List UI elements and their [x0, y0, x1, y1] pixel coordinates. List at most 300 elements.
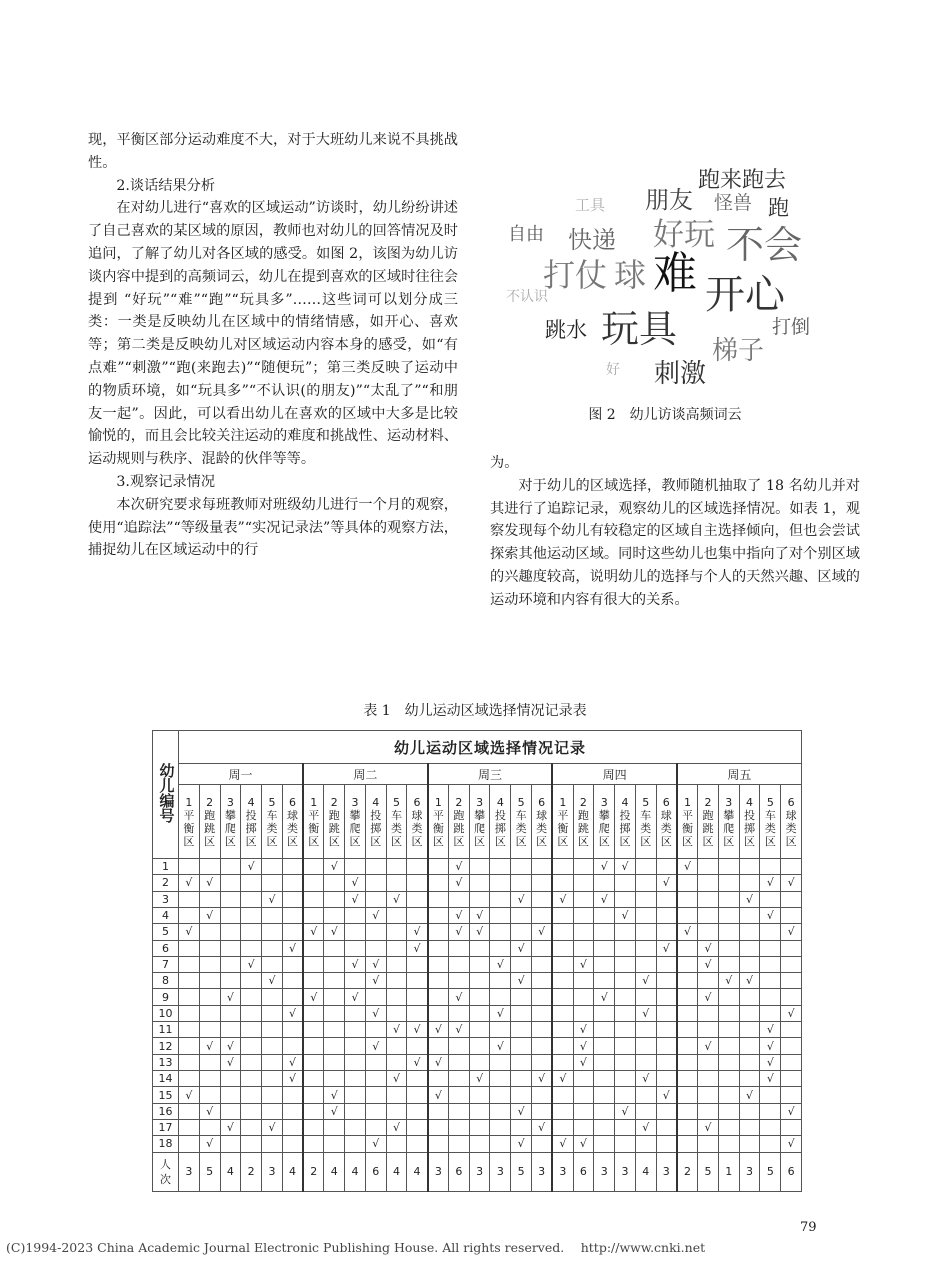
mark-cell [698, 907, 719, 923]
total-value: 4 [386, 1152, 407, 1191]
mark-cell [781, 1087, 802, 1103]
mark-cell [448, 1038, 469, 1054]
mark-cell [656, 973, 677, 989]
mark-cell [324, 1054, 345, 1070]
mark-cell [179, 1119, 200, 1135]
mark-cell [615, 875, 636, 891]
mark-cell [303, 1136, 324, 1152]
mark-cell [552, 1119, 573, 1135]
mark-cell [552, 940, 573, 956]
mark-cell [262, 956, 283, 972]
mark-cell [760, 1087, 781, 1103]
total-value: 6 [781, 1152, 802, 1191]
total-value: 4 [345, 1152, 366, 1191]
total-value: 3 [739, 1152, 760, 1191]
mark-cell [365, 891, 386, 907]
mark-cell [594, 973, 615, 989]
mark-cell [262, 858, 283, 874]
mark-cell [386, 1005, 407, 1021]
mark-cell [615, 989, 636, 1005]
mark-cell: √ [365, 1005, 386, 1021]
mark-cell [698, 973, 719, 989]
mark-cell [199, 956, 220, 972]
table-row [153, 858, 802, 874]
mark-cell: √ [615, 907, 636, 923]
mark-cell [199, 1071, 220, 1087]
zone-header-label: 6球类区 [411, 795, 423, 848]
mark-cell [220, 940, 241, 956]
total-value: 3 [532, 1152, 553, 1191]
mark-cell [345, 973, 366, 989]
mark-cell [262, 907, 283, 923]
mark-cell [220, 891, 241, 907]
mark-cell [594, 1071, 615, 1087]
zone-header-label: 4投掷区 [494, 795, 506, 848]
mark-cell: √ [220, 1038, 241, 1054]
mark-cell: √ [739, 891, 760, 907]
mark-cell: √ [303, 989, 324, 1005]
mark-cell [656, 1022, 677, 1038]
mark-cell [511, 924, 532, 940]
mark-cell [615, 1136, 636, 1152]
section-heading: 2.谈话结果分析 [116, 177, 216, 194]
mark-cell [552, 858, 573, 874]
mark-cell [718, 1022, 739, 1038]
mark-cell [615, 1119, 636, 1135]
mark-cell [677, 1022, 698, 1038]
paragraph: 在对幼儿进行“喜欢的区域运动”访谈时，幼儿纷纷讲述了自己喜欢的某区域的原因，教师也对幼儿的回答情况及时追问，了解了幼儿对各区域的感受。如图 2，该图为幼儿访谈内容中提到的高频词云，幼儿在提到喜欢的区域时往往会提到 “好玩”“难”“跑”“玩具多”……这些词可以划分成三类：一类是反映幼儿在区域中的情绪情感，如开心、喜欢等；第二类是反映幼儿对区域运动内容本身的感受，如“有点难”“刺激”“跑(来跑去)”“随便玩”；第三类反映了运动中的物质环境，如“玩具多”“不认识(的朋友)”“太乱了”“和朋友一起”。因此，可以看出幼儿在喜欢的区域中大多是比较愉悦的，而且会比较关注运动的难度和挑战性、运动材料、运动规则与秩序、混龄的伙伴等等。 [88, 200, 458, 468]
mark-cell: √ [220, 1054, 241, 1070]
mark-cell [635, 858, 656, 874]
mark-cell [552, 924, 573, 940]
mark-cell [365, 1054, 386, 1070]
mark-cell [179, 1005, 200, 1021]
week-header: 周三 [428, 764, 553, 785]
mark-cell: √ [532, 924, 553, 940]
mark-cell: √ [511, 1103, 532, 1119]
mark-cell [220, 907, 241, 923]
mark-cell [469, 1119, 490, 1135]
mark-cell [220, 1071, 241, 1087]
mark-cell [407, 1136, 428, 1152]
mark-cell [552, 1022, 573, 1038]
mark-cell [718, 1136, 739, 1152]
total-value: 4 [635, 1152, 656, 1191]
mark-cell [407, 858, 428, 874]
mark-cell: √ [345, 891, 366, 907]
mark-cell [407, 1071, 428, 1087]
child-id: 9 [153, 989, 179, 1005]
mark-cell: √ [615, 858, 636, 874]
mark-cell [615, 1022, 636, 1038]
mark-cell [179, 1136, 200, 1152]
mark-cell [428, 1038, 449, 1054]
mark-cell [345, 1054, 366, 1070]
mark-cell: √ [345, 989, 366, 1005]
mark-cell: √ [760, 1071, 781, 1087]
mark-cell [282, 858, 303, 874]
mark-cell: √ [698, 1038, 719, 1054]
mark-cell [262, 989, 283, 1005]
mark-cell [324, 940, 345, 956]
mark-cell [760, 940, 781, 956]
mark-cell [282, 924, 303, 940]
mark-cell [677, 907, 698, 923]
mark-cell [428, 924, 449, 940]
mark-cell [490, 973, 511, 989]
zone-header-label: 2跑跳区 [702, 795, 714, 848]
mark-cell: √ [365, 1038, 386, 1054]
mark-cell [324, 875, 345, 891]
mark-cell [407, 907, 428, 923]
mark-cell: √ [635, 1071, 656, 1087]
mark-cell: √ [469, 907, 490, 923]
mark-cell [677, 989, 698, 1005]
mark-cell: √ [781, 1005, 802, 1021]
mark-cell [303, 875, 324, 891]
mark-cell: √ [511, 973, 532, 989]
mark-cell [511, 1119, 532, 1135]
total-value: 3 [179, 1152, 200, 1191]
mark-cell: √ [552, 891, 573, 907]
word-cloud-word: 工具 [575, 196, 606, 214]
mark-cell: √ [199, 1103, 220, 1119]
total-label-cell [153, 1152, 179, 1191]
word-cloud-word: 刺激 [654, 359, 707, 389]
child-id: 4 [153, 907, 179, 923]
mark-cell [594, 907, 615, 923]
mark-cell [179, 989, 200, 1005]
mark-cell [428, 940, 449, 956]
mark-cell [573, 891, 594, 907]
mark-cell [262, 875, 283, 891]
zone-header-label: 2跑跳区 [453, 795, 465, 848]
mark-cell [635, 924, 656, 940]
mark-cell: √ [448, 875, 469, 891]
zone-header-label: 2跑跳区 [204, 795, 216, 848]
mark-cell [490, 1136, 511, 1152]
zone-header [386, 785, 407, 859]
mark-cell: √ [428, 1054, 449, 1070]
zone-header [428, 785, 449, 859]
mark-cell: √ [594, 858, 615, 874]
mark-cell [718, 1038, 739, 1054]
mark-cell [677, 1038, 698, 1054]
mark-cell [490, 907, 511, 923]
total-value: 1 [718, 1152, 739, 1191]
total-value: 2 [241, 1152, 262, 1191]
table-row [153, 1119, 802, 1135]
row-id-header-label: 幼儿编号 [159, 762, 176, 826]
mark-cell [677, 1087, 698, 1103]
mark-cell [615, 891, 636, 907]
mark-cell [324, 1038, 345, 1054]
copyright-notice: (C)1994-2023 China Academic Journal Electronic Publishing House. All rights reserved. http://www.cnki.net [6, 1240, 706, 1255]
total-value: 6 [365, 1152, 386, 1191]
mark-cell [199, 1087, 220, 1103]
mark-cell [490, 1071, 511, 1087]
mark-cell [220, 1103, 241, 1119]
child-id: 8 [153, 973, 179, 989]
mark-cell [698, 1054, 719, 1070]
mark-cell [282, 1022, 303, 1038]
mark-cell [241, 1136, 262, 1152]
week-header: 周五 [677, 764, 802, 785]
word-cloud-word: 好玩 [653, 217, 715, 253]
zone-header-label: 6球类区 [660, 795, 672, 848]
zone-header-label: 1平衡区 [557, 795, 569, 848]
mark-cell [739, 858, 760, 874]
mark-cell [428, 891, 449, 907]
mark-cell [532, 1005, 553, 1021]
mark-cell [739, 1022, 760, 1038]
mark-cell [262, 1087, 283, 1103]
zone-header [552, 785, 573, 859]
mark-cell [781, 1071, 802, 1087]
total-value: 4 [407, 1152, 428, 1191]
mark-cell [241, 940, 262, 956]
mark-cell [282, 907, 303, 923]
mark-cell [345, 1038, 366, 1054]
mark-cell [677, 956, 698, 972]
mark-cell [428, 907, 449, 923]
paragraph: 对于幼儿的区域选择，教师随机抽取了 18 名幼儿并对其进行了追踪记录，观察幼儿的区域选择情况。如表 1，观察发现每个幼儿有较稳定的区域自主选择倾向，但也会尝试探索其他运动区域。同时这些幼儿也集中指向了对个别区域的兴趣度较高，说明幼儿的选择与个人的天然兴趣、区域的运动环境和内容有很大的关系。 [490, 477, 860, 608]
mark-cell [532, 875, 553, 891]
mark-cell [532, 989, 553, 1005]
mark-cell [573, 973, 594, 989]
zone-selection-table [152, 730, 802, 1192]
word-cloud-word: 球 [614, 256, 647, 294]
word-cloud-word: 打倒 [772, 316, 811, 338]
word-cloud-figure [500, 160, 830, 395]
mark-cell: √ [303, 924, 324, 940]
mark-cell [241, 1038, 262, 1054]
mark-cell: √ [739, 973, 760, 989]
child-id: 12 [153, 1038, 179, 1054]
table-row [153, 1022, 802, 1038]
mark-cell [718, 1119, 739, 1135]
mark-cell: √ [532, 1119, 553, 1135]
mark-cell [573, 858, 594, 874]
mark-cell [573, 1005, 594, 1021]
mark-cell [303, 1022, 324, 1038]
mark-cell [594, 924, 615, 940]
mark-cell [199, 940, 220, 956]
mark-cell [282, 973, 303, 989]
child-id: 18 [153, 1136, 179, 1152]
mark-cell [656, 1005, 677, 1021]
total-value: 6 [573, 1152, 594, 1191]
mark-cell [469, 1005, 490, 1021]
mark-cell [532, 1038, 553, 1054]
mark-cell [594, 1119, 615, 1135]
mark-cell [428, 1103, 449, 1119]
mark-cell: √ [698, 1119, 719, 1135]
mark-cell [698, 1136, 719, 1152]
page-number: 79 [800, 1220, 817, 1235]
mark-cell [635, 1054, 656, 1070]
mark-cell: √ [345, 956, 366, 972]
mark-cell [199, 1005, 220, 1021]
mark-cell [324, 1136, 345, 1152]
mark-cell [781, 973, 802, 989]
mark-cell [241, 1087, 262, 1103]
mark-cell [282, 1087, 303, 1103]
mark-cell [262, 1136, 283, 1152]
zone-header [199, 785, 220, 859]
mark-cell [594, 875, 615, 891]
mark-cell [448, 891, 469, 907]
mark-cell: √ [448, 858, 469, 874]
mark-cell: √ [760, 1022, 781, 1038]
mark-cell [365, 940, 386, 956]
mark-cell [677, 973, 698, 989]
mark-cell [282, 891, 303, 907]
mark-cell [199, 924, 220, 940]
mark-cell: √ [469, 924, 490, 940]
mark-cell [511, 1071, 532, 1087]
mark-cell [573, 1087, 594, 1103]
zone-header-label: 4投掷区 [619, 795, 631, 848]
mark-cell [199, 891, 220, 907]
zone-header [532, 785, 553, 859]
table-row [153, 956, 802, 972]
mark-cell: √ [365, 907, 386, 923]
mark-cell [448, 1136, 469, 1152]
mark-cell [677, 1005, 698, 1021]
table-row [153, 973, 802, 989]
mark-cell [407, 1005, 428, 1021]
left-column [88, 129, 458, 562]
mark-cell [303, 891, 324, 907]
mark-cell [781, 989, 802, 1005]
mark-cell: √ [635, 973, 656, 989]
week-header: 周一 [179, 764, 304, 785]
zone-header-label: 5车类区 [266, 795, 278, 848]
mark-cell [739, 1071, 760, 1087]
mark-cell [718, 924, 739, 940]
mark-cell [615, 1071, 636, 1087]
mark-cell [532, 858, 553, 874]
mark-cell [386, 973, 407, 989]
mark-cell [448, 1087, 469, 1103]
mark-cell [282, 1103, 303, 1119]
mark-cell: √ [677, 858, 698, 874]
mark-cell [303, 1071, 324, 1087]
zone-header [469, 785, 490, 859]
mark-cell [469, 875, 490, 891]
word-cloud-word: 跳水 [545, 318, 587, 342]
zone-header [448, 785, 469, 859]
mark-cell [407, 956, 428, 972]
mark-cell [469, 891, 490, 907]
mark-cell: √ [199, 1038, 220, 1054]
mark-cell [739, 1136, 760, 1152]
mark-cell [656, 1054, 677, 1070]
mark-cell [677, 1136, 698, 1152]
mark-cell: √ [282, 1071, 303, 1087]
mark-cell [739, 1038, 760, 1054]
mark-cell: √ [594, 989, 615, 1005]
mark-cell: √ [220, 1119, 241, 1135]
mark-cell: √ [262, 973, 283, 989]
zone-header [615, 785, 636, 859]
table-row [153, 907, 802, 923]
total-value: 3 [469, 1152, 490, 1191]
mark-cell [220, 1136, 241, 1152]
mark-cell: √ [760, 1038, 781, 1054]
mark-cell: √ [656, 875, 677, 891]
mark-cell [635, 989, 656, 1005]
table-row [153, 1071, 802, 1087]
zone-header [677, 785, 698, 859]
mark-cell [594, 940, 615, 956]
mark-cell [241, 1054, 262, 1070]
mark-cell [739, 1005, 760, 1021]
mark-cell [552, 875, 573, 891]
table-row [153, 1136, 802, 1152]
mark-cell [179, 1054, 200, 1070]
mark-cell [262, 924, 283, 940]
table-row [153, 1005, 802, 1021]
mark-cell [303, 858, 324, 874]
mark-cell [282, 989, 303, 1005]
paragraph: 为。 [490, 455, 519, 471]
mark-cell: √ [573, 1054, 594, 1070]
mark-cell [241, 1071, 262, 1087]
mark-cell [448, 1119, 469, 1135]
mark-cell [490, 1103, 511, 1119]
mark-cell [345, 1119, 366, 1135]
mark-cell [282, 1136, 303, 1152]
mark-cell: √ [282, 940, 303, 956]
mark-cell [615, 1038, 636, 1054]
mark-cell [179, 1022, 200, 1038]
mark-cell [345, 940, 366, 956]
mark-cell [407, 989, 428, 1005]
zone-header-label: 1平衡区 [682, 795, 693, 848]
mark-cell [469, 1054, 490, 1070]
mark-cell [448, 940, 469, 956]
mark-cell [698, 1071, 719, 1087]
mark-cell [511, 907, 532, 923]
mark-cell [303, 907, 324, 923]
mark-cell [199, 1119, 220, 1135]
mark-cell [324, 973, 345, 989]
mark-cell: √ [594, 891, 615, 907]
zone-header-label: 3攀爬区 [723, 795, 735, 848]
mark-cell [635, 1103, 656, 1119]
mark-cell [573, 924, 594, 940]
mark-cell [220, 924, 241, 940]
total-value: 4 [282, 1152, 303, 1191]
mark-cell [573, 1103, 594, 1119]
mark-cell [594, 956, 615, 972]
mark-cell [303, 1119, 324, 1135]
mark-cell: √ [407, 1022, 428, 1038]
zone-header [760, 785, 781, 859]
mark-cell [532, 907, 553, 923]
zone-header [179, 785, 200, 859]
mark-cell [511, 858, 532, 874]
word-cloud-word: 跑 [768, 196, 789, 220]
mark-cell [677, 1119, 698, 1135]
mark-cell [407, 891, 428, 907]
mark-cell [656, 891, 677, 907]
mark-cell [365, 1022, 386, 1038]
mark-cell [490, 1119, 511, 1135]
mark-cell [739, 924, 760, 940]
